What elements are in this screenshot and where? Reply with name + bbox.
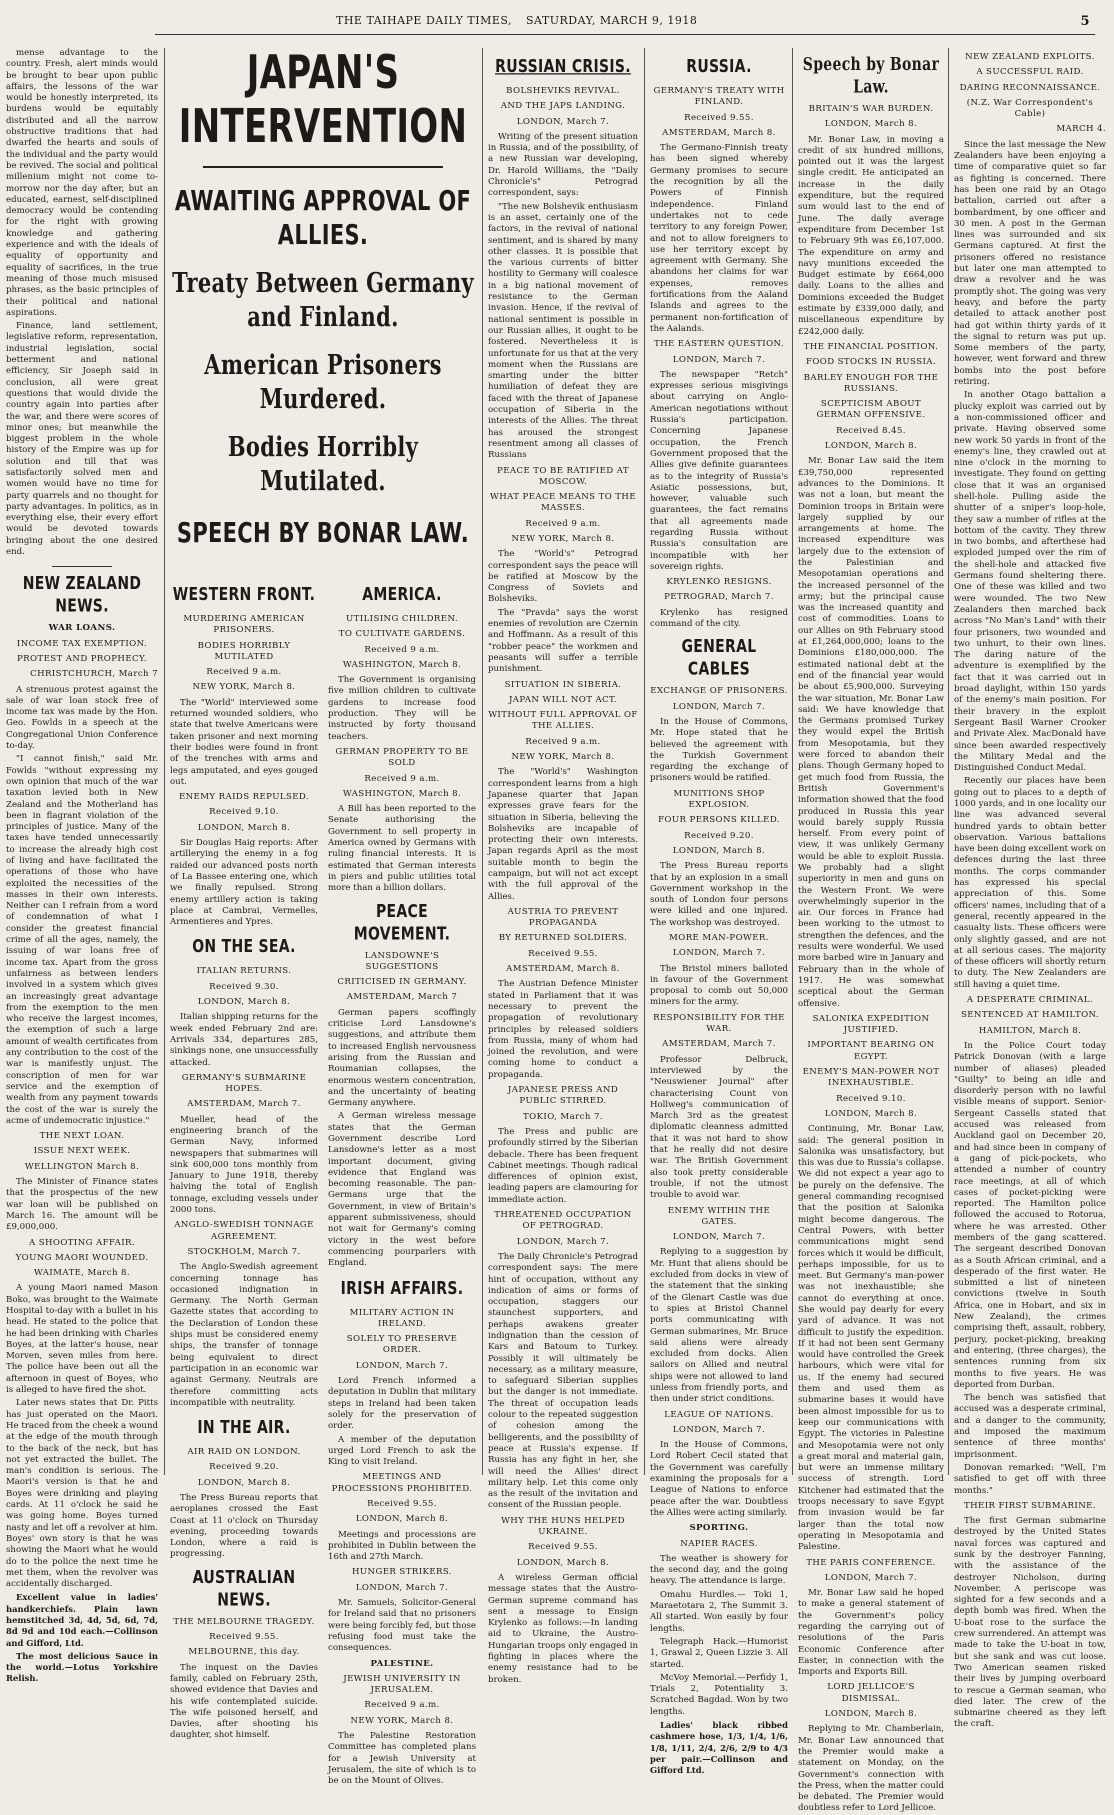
article-text: The Press Bureau reports that by an explosion in a small Government workshop in the south of London four persons were killed and one injured. The workshop was destroyed. bbox=[650, 861, 788, 928]
subheadline: AND THE JAPS LANDING. bbox=[500, 101, 626, 112]
column-rule bbox=[792, 48, 793, 1475]
article-text: The inquest on the Davies family, cabled on February 25th, showed evidence that Davies and his wife contemplated suicide. The wife poisoned herself, and Davies, after shooting his daughter, shot himself. bbox=[170, 1662, 318, 1741]
dateline: AMSTERDAM, March 8. bbox=[506, 964, 620, 975]
subheadline: BODIES HORRIBLY MUTILATED bbox=[197, 640, 291, 662]
dateline: LONDON, March 7. bbox=[355, 1582, 449, 1593]
article-text: Telegraph Hack.—Humorist 1, Grawal 2, Queen Lizzie 3. All started. bbox=[650, 1636, 788, 1670]
article-text: The "World's" Petrograd correspondent says the peace will be ratified at Moscow by the Congress of Soviets and Bolsheviks. bbox=[488, 549, 638, 605]
section-heading: AUSTRALIAN NEWS. bbox=[192, 1567, 296, 1611]
received: Received 8.45. bbox=[836, 425, 906, 436]
subheadline: ITALIAN RETURNS. bbox=[196, 966, 292, 977]
article-text: The Minister of Finance states that the prospectus of the new war loan will be published on March 16. The amount will be £9,000,000. bbox=[6, 1177, 158, 1233]
dateline: AMSTERDAM, March 7. bbox=[662, 1039, 776, 1050]
dateline: TOKIO, March 7. bbox=[523, 1111, 603, 1122]
received: Received 9.20. bbox=[684, 830, 754, 841]
dateline: CHRISTCHURCH, March 7 bbox=[30, 669, 158, 680]
subheadline: FOUR PERSONS KILLED. bbox=[658, 815, 780, 826]
received: Received 9.20. bbox=[209, 1462, 279, 1473]
article-text: The "World's" Washington correspondent learns from a high Japanese quarter that Japan expresses grave fears for the situation in Siberia, believing the Bolsheviks are incapable of protecting their own interests. Japan regards April as the most suitable month to begin the campaign, but will not act except with the full approval of the Allies. bbox=[488, 767, 638, 902]
subheadline: SOLELY TO PRESERVE ORDER. bbox=[346, 1334, 458, 1356]
dateline: PETROGRAD, March 7. bbox=[664, 592, 774, 603]
subheadline: WITHOUT FULL APPROVAL OF THE ALLIES. bbox=[488, 710, 638, 732]
subheadline: MEETINGS AND PROCESSIONS PROHIBITED. bbox=[331, 1472, 473, 1494]
article-text: In the Police Court today Patrick Donovan (with a large number of aliases) pleaded "Guilty" to being an idle and disorderly person with no lawful visible means of support. Senior-Sergeant Cassells stated that accused was released from Auckland gaol on December 20, and had since been in company of a gang of pick-pockets, who attended a number of country race meetings, at all of which cases of pocket-picking were reported. The Hamilton police followed the accused to Rotorua, where he was arrested. Other members of the gang scattered. The sergeant described Donovan as a South African criminal, and a desperado of the first water. He submitted a list of nineteen convictions (twelve in South Africa, one in Hobart, and six in New Zealand), the crimes comprising theft, assault, robbery, perjury, pocket-picking, breaking and entering, (three charges), the sentences running from six months to five years. He was deported from Durban. bbox=[954, 1040, 1106, 1390]
received: Received 9 a.m. bbox=[525, 736, 601, 747]
subheadline: THE MELBOURNE TRAGEDY. bbox=[173, 1616, 315, 1627]
received: Received 9 a.m. bbox=[206, 667, 282, 678]
column-rule bbox=[948, 48, 949, 1475]
subcolumn bbox=[328, 576, 476, 1790]
received: Received 9.55. bbox=[528, 948, 598, 959]
newspaper-title: THE TAIHAPE DAILY TIMES, bbox=[336, 14, 513, 27]
subheadline: WHY THE HUNS HELPED UKRAINE. bbox=[501, 1515, 625, 1538]
section-heading: IRISH AFFAIRS. bbox=[340, 1278, 464, 1299]
headline: Treaty Between Germany and Finland. bbox=[172, 266, 474, 333]
dateline: LONDON, March 8. bbox=[824, 1108, 918, 1119]
dateline: WASHINGTON, March 8. bbox=[342, 788, 462, 799]
dateline: NEW YORK, March 8. bbox=[192, 682, 296, 693]
dateline: LONDON, March 7. bbox=[824, 1572, 918, 1583]
article-text: Professor Delbruck, interviewed by the "Neuswiener Journal" after characterising Count von Hollweg's communication of March 3rd as the greatest diplomatic cleanness admitted that it was not hard to show that he really did not desire war. The British Government also took pretty considerable trouble, if not the utmost trouble to avoid war. bbox=[650, 1054, 788, 1201]
column-rule bbox=[644, 48, 645, 1475]
article-text: The first German submarine destroyed by the United States naval forces was captured and sunk by the destroyer Fanning, with the assistance of the destroyer Nicholson, during November. A periscope was sighted for a few seconds and a depth bomb was fired. When the U-boat rose to the surface the crew surrendered. An attempt was made to take the U-boat in tow, but she sank and was cut loose. Two American seamen risked their lives by jumping overboard to rescue a German seaman, who died later. The crew of the submarine cheered as they left the craft. bbox=[954, 1516, 1106, 1730]
headline: A DESPERATE CRIMINAL. bbox=[966, 995, 1094, 1006]
subheadline: MORE MAN-POWER. bbox=[669, 933, 769, 943]
column-7 bbox=[954, 48, 1106, 1730]
dateline: NEW YORK, March 8. bbox=[511, 533, 615, 544]
headline: SPEECH BY BONAR LAW. bbox=[176, 517, 470, 549]
section-heading: RUSSIAN CRISIS. bbox=[495, 57, 631, 77]
subheadline: INCOME TAX EXEMPTION. bbox=[16, 638, 148, 649]
dateline: NEW YORK, March 8. bbox=[511, 752, 615, 763]
advertisement: The most delicious Sauce in the world.—Lotus Yorkshire Relish. bbox=[6, 1650, 158, 1684]
article-text: Recently our places have been going out to places to a depth of 1000 yards, and in one locality our line was advanced several hundred yards to obtain better observation. Various battalions have been doing excellent work on defences during the last three months. The corps commander has expressed his special appreciation of this. Some officers' names, including that of a general, recently appeared in the casualty lists. These officers were only slightly gassed, and are not at all serious cases. The majority of these officers will shortly return to duty. The New Zealanders are still having a quiet time. bbox=[954, 776, 1106, 990]
received: Received 9.10. bbox=[836, 1093, 906, 1104]
dateline: AMSTERDAM, March 8. bbox=[662, 127, 776, 138]
section-heading: RUSSIA. bbox=[686, 57, 752, 77]
subheadline: ANGLO-SWEDISH TONNAGE AGREEMENT. bbox=[174, 1220, 314, 1242]
page-number: 5 bbox=[1080, 14, 1090, 29]
article-text: mense advantage to the country. Fresh, alert minds would be brought to bear upon public affairs, the lessons of the war would be honestly interpreted, its burdens would be equitably distributed and all the narrow obstructive traditions that had dwarfed the hearts and souls of the individual and the party would be revived. The social and political millenium might not come to-morrow nor the day after, but an educated, earnest, self-disciplined democracy would be contending for the right with growing knowledge and gathering experience and with the ideals of equality of opportunity and equality of sacrifices, in the true meaning of those much misused phrases, as the basic principles of their political and national aspirations. bbox=[6, 48, 158, 318]
dateline: LONDON, March 8. bbox=[824, 1709, 918, 1720]
article-text: A German wireless message states that the German Government describe Lord Lansdowne's letter as a most important document, giving evidence that England was becoming reasonable. The pan-Germans urge that the Government, in view of Britain's apparent submissiveness, should not wait for Germany's coming victory in the west before commencing pourparlers with England. bbox=[328, 1111, 476, 1269]
subheadline: LANSDOWNE'S SUGGESTIONS bbox=[364, 950, 440, 972]
column-4 bbox=[488, 48, 638, 1685]
subheadline: HUNGER STRIKERS. bbox=[352, 1567, 452, 1578]
article-text: In the House of Commons, Mr. Hope stated that he believed the agreement with the Turkish Government regarding the exchange of prisoners would be ratified. bbox=[650, 716, 788, 784]
section-heading: WESTERN FRONT. bbox=[172, 585, 316, 605]
dateline: LONDON, March 8. bbox=[672, 845, 766, 856]
article-text: Mr. Bonar Law said the item £39,750,000 represented advances to the Dominions. It was not a loan, but meant the Dominion troops in Britain were largely supplied by our arrangements at home. The increased expenditure was largely due to the extension of the Palestinian and Mesopotamian operations and the increased personnel of the army; but the principal cause was the increased quantity and cost of commodities. Loans to our Allies on 9th February stood at £1,264,000,000; loans to the Dominions £180,000,000. The estimated national debt at the end of the financial year would be about £5,900,000. Surveying the war situation, Mr. Bonar Law said: We have knowledge that the Germans promised Turkey they would expel the British from Mesopotamia, but they were forced to abandon their plans. Though Germany hoped to get much food from Russia, the British Government's information showed that the food produced in Russia this year would barely supply Russia herself. From every point of view, it was unlikely Germany would be able to exploit Russia. We probably had a slight superiority in men and guns on the Western Front. We were overwhelmingly superior in the air. Our forces in France had been working to the utmost to strengthen the defences, and the results were wonderful. We used more barbed wire in January and February than in the whole of 1917. He was somewhat sceptical about the German offensive. bbox=[798, 456, 944, 1009]
subheadline: SCEPTICISM ABOUT GERMAN OFFENSIVE. bbox=[816, 399, 926, 421]
subheadline: EXCHANGE OF PRISONERS. bbox=[650, 686, 788, 697]
dateline: LONDON, March 7. bbox=[516, 1236, 610, 1247]
column-rule bbox=[482, 48, 483, 1475]
received: Received 9 a.m. bbox=[364, 773, 440, 784]
dateline: LONDON, March 8. bbox=[516, 1557, 610, 1568]
subheadline: BRITAIN'S WAR BURDEN. bbox=[808, 104, 934, 114]
received: Received 9.55. bbox=[684, 112, 754, 123]
article-text: Sir Douglas Haig reports: After artillerying the enemy in a fog raided our advanced posts north of La Bassee entering one, which we finally repulsed. Strong enemy artillery action is taking place at Cambrai, Vermelles, Armentieres and Ypres. bbox=[170, 838, 318, 928]
dateline: MARCH 4. bbox=[1056, 124, 1106, 135]
subheadline: PEACE TO BE RATIFIED AT MOSCOW. bbox=[497, 465, 629, 487]
headline: American Prisoners Murdered. bbox=[204, 348, 442, 415]
article-text: The "World" interviewed some returned wounded soldiers, who state that twelve Americans were taken prisoner and next morning their bodies were found in front of the trenches with arms and legs amputated, and eyes gouged out. bbox=[170, 697, 318, 787]
article-text: A Bill has been reported to the Senate authorising the Government to sell property in America owned by Germans with ruling financial interests. It is estimated that German interests in piers and public utilities total more than a billion dollars. bbox=[328, 804, 476, 894]
subheadline: LORD JELLICOE'S DISMISSAL. bbox=[827, 1682, 915, 1704]
column-1 bbox=[6, 48, 158, 1684]
received: Received 9.30. bbox=[209, 981, 279, 992]
subheadline: AIR RAID ON LONDON. bbox=[187, 1447, 301, 1458]
section-heading: AMERICA. bbox=[362, 585, 442, 605]
subheadline: PROTEST AND PROPHECY. bbox=[16, 653, 148, 664]
section-heading: IN THE AIR. bbox=[197, 1418, 291, 1439]
headline: A SHOOTING AFFAIR. bbox=[28, 1237, 136, 1248]
subheadline: GERMAN PROPERTY TO BE SOLD bbox=[335, 746, 469, 769]
article-text: A member of the deputation urged Lord French to ask the King to visit Ireland. bbox=[328, 1434, 476, 1468]
article-text: The bench was satisfied that accused was a desperate criminal, and a danger to the community, and imposed the maximum sentence of three months' imprisonment. bbox=[954, 1393, 1106, 1460]
dateline: WELLINGTON March 8. bbox=[24, 1161, 140, 1172]
main-headline: JAPAN'S INTERVENTION bbox=[178, 46, 468, 154]
subheadline: FOOD STOCKS IN RUSSIA. bbox=[805, 357, 937, 368]
article-text: Lord French informed a deputation in Dublin that military steps in Ireland had been taken solely for the preservation of order. bbox=[328, 1376, 476, 1432]
received: Received 9.55. bbox=[528, 1542, 598, 1553]
column-6 bbox=[798, 48, 944, 1814]
dateline: LONDON, March 8. bbox=[197, 1477, 291, 1488]
masthead bbox=[160, 14, 1100, 34]
received: Received 9 a.m. bbox=[364, 1700, 440, 1711]
subheadline: DARING RECONNAISSANCE. bbox=[959, 82, 1101, 93]
subheadline: SALONIKA EXPEDITION JUSTIFIED. bbox=[812, 1013, 930, 1036]
section-heading: Speech by Bonar Law. bbox=[802, 54, 940, 98]
received: Received 9 a.m. bbox=[364, 644, 440, 655]
headline: THEIR FIRST SUBMARINE. bbox=[964, 1500, 1096, 1511]
dateline: LONDON, March 7. bbox=[516, 116, 610, 127]
advertisement: Excellent value in ladies' handkerchiefs. Plain lawn hemstitched 3d, 4d, 5d, 6d, 7d, 8d 9d and 10d each.—Collinson and Gifford, Ltd. bbox=[6, 1592, 158, 1648]
subheadline: RESPONSIBILITY FOR THE WAR. bbox=[653, 1012, 785, 1035]
article-text: The Anglo-Swedish agreement concerning tonnage has occasioned indignation in Germany. The North German Gazette states that according to the Declaration of London these ships must be considered enemy ships, the transfer of tonnage being equivalent to direct participation in an economic war against Germany. Neutrals are therefore committing acts incompatible with neutrality. bbox=[170, 1262, 318, 1408]
article-text: McVoy Memorial.—Perfidy 1, Trials 2, Potentiality 3. Scratched Bagdad. Won by two lengths. bbox=[650, 1672, 788, 1717]
subheadline: BOLSHEVIKS REVIVAL. bbox=[506, 86, 620, 96]
article-text: The newspaper "Retch" expresses serious misgivings about carrying on Anglo-American negotiations without Russia's participation. Concerning Japanese occupation, the French Government proposed that the Allies give definite guarantees as to the integrity of Russia's Asiatic possessions, but, however, valuable such guarantees, the fact remains that all agreements made regarding Russia without Russia's consultation are incompatible with her sovereign rights. bbox=[650, 369, 788, 572]
article-text: Since the last message the New Zealanders have been enjoying a time of comparative quiet so far as fighting is concerned. There has been one raid by an Otago battalion, carried out after a bombardment, by one officer and 30 men. A post in the German lines was surrounded and six Germans captured. At first the prisoners offered no resistance but later one man attempted to draw a revolver and he was promptly shot. The going was very heavy, and before the party detailed to attack another post had got within thirty yards of it the signal to return was put up. Some members of the party, however, went forward and threw bombs into the post before retiring. bbox=[954, 139, 1106, 388]
received: Received 9 a.m. bbox=[525, 518, 601, 529]
subheadline: WHAT PEACE MEANS TO THE MASSES. bbox=[490, 492, 636, 514]
dateline: LONDON, March 7. bbox=[355, 1360, 449, 1371]
subheadline: TO CULTIVATE GARDENS. bbox=[338, 629, 466, 640]
subheadline: BARLEY ENOUGH FOR THE RUSSIANS. bbox=[803, 372, 939, 394]
section-heading: NEW ZEALAND EXPLOITS. bbox=[965, 52, 1095, 62]
dateline: LONDON, March 8. bbox=[355, 1514, 449, 1525]
article-text: A young Maori named Mason Boko, was brought to the Waimate Hospital to-day with a bullet in his head. He stated to the police that he had been drinking with Charles Boyes, at the latter's house, near Morven, seven miles from here. The police have been out all the afternoon in quest of Boyes, who is alleged to have fired the shot. bbox=[6, 1283, 158, 1396]
article-text: Omahu Hurdles.— Toki 1, Maraetotara 2, The Summit 3. All started. Won easily by four lengths. bbox=[650, 1589, 788, 1634]
subheadline: THE FINANCIAL POSITION. bbox=[803, 341, 939, 352]
article-text: The Bristol miners balloted in favour of the Government proposal to comb out 50,000 miners for the army. bbox=[650, 963, 788, 1008]
article-text: Finance, land settlement, legislative reform, representation, industrial legislation, social betterment and national efficiency, Sir Joseph said in conclusion, all were great questions that would divide the country again into parties after the war, and there were scores of minor ones; but meanwhile the biggest problem in the whole history of the Empire was up for solution and till that was satisfactorily solved men and women would have no time for party quarrels and no thought for party advantages. In politics, as in everything else, their every effort would be devoted towards bringing about the one desired end. bbox=[6, 321, 158, 558]
column-2 bbox=[170, 46, 476, 1787]
divider bbox=[52, 566, 112, 567]
dateline: LONDON, March 7. bbox=[672, 1424, 766, 1435]
subheadline: JAPAN WILL NOT ACT. bbox=[508, 694, 618, 705]
subheadline: ISSUE NEXT WEEK. bbox=[33, 1146, 131, 1157]
article-text: A strenuous protest against the sale of war loan stock free of income tax was made by the Hon. Geo. Fowlds in a speech at the Congregational Union Conference to-day. bbox=[6, 684, 158, 752]
section-heading: ON THE SEA. bbox=[192, 937, 296, 958]
dateline: LONDON, March 7. bbox=[672, 354, 766, 365]
received: Received 9.10. bbox=[209, 807, 279, 818]
article-text: The Government is organising five million children to cultivate gardens to increase food production. They will be instructed by forty thousand teachers. bbox=[328, 675, 476, 742]
subheadline: MILITARY ACTION IN IRELAND. bbox=[349, 1307, 455, 1329]
dateline: LONDON, March 7. bbox=[672, 701, 766, 712]
article-text: In another Otago battalion a plucky exploit was carried out by a non-commissioned officer and private. Having observed some new work 50 yards in front of the enemy's line, they crawled out at nine o'clock in the morning to investigate. They found on getting close that it was an organised shell-hole. Pulling aside the shutter of a sniper's loop-hole, they saw a number of rifles at the bottom of the cavity. They threw in two bombs, and afterthese had exploded jumped over the rim of the shell-hole and attacked five Germans found sheltering there. One of these was killed and two were wounded. The two New Zealanders then marched back across "No Man's Land" with their four prisoners, two wounded and two unhurt, to their own lines. The daring nature of the adventure is exemplified by the fact that it was carried out in broad daylight, within 150 yards of the enemy's main position. For their bravery in the exploit Sergeant Basil Warner Crooker and Private Alex. MacDonald have since been awarded respectively the Military Medal and the Distinguished Conduct Medal. bbox=[954, 390, 1106, 774]
section-heading: GENERAL CABLES bbox=[681, 637, 757, 680]
column-5 bbox=[650, 48, 788, 1776]
subheadline: CRITICISED IN GERMANY. bbox=[337, 977, 467, 988]
section-heading: NEW ZEALAND NEWS. bbox=[22, 574, 142, 617]
issue-date: SATURDAY, MARCH 9, 1918 bbox=[526, 14, 698, 27]
headline: AWAITING APPROVAL OF ALLIES. bbox=[174, 185, 472, 251]
article-text: Meetings and processions are prohibited in Dublin between the 16th and 27th March. bbox=[328, 1529, 476, 1563]
dateline: LONDON, March 8. bbox=[824, 441, 918, 452]
dateline: LONDON, March 8. bbox=[197, 822, 291, 833]
subheadline: NAPIER RACES. bbox=[680, 1538, 758, 1549]
received: Received 9.55. bbox=[209, 1632, 279, 1643]
article-text: Mueller, head of the engineering branch of the German Navy, informed newspapers that submarines will sink 600,000 tons monthly from January to June 1918, thereby halving the total of English tonnage, excluding vessels under 2000 tons. bbox=[170, 1114, 318, 1216]
dateline: AMSTERDAM, March 7 bbox=[346, 992, 458, 1003]
dateline: LONDON, March 7. bbox=[672, 1232, 766, 1243]
article-text: The Daily Chronicle's Petrograd correspondent says: The mere hint of occupation, without any indication of aims or forms of occupation, staggers our staunchest supporters, and perhaps awakens greater indignation than the cession of Kars and Batoum to Turkey. Possibly it will ultimately be necessary, as a military measure, to safeguard Siberian supplies but the danger is not immediate. The threat of occupation leads colour to the repeated suggestion of cohesion among the belligerents, and the possibility of peace at Russia's expense. If Russia has any fight in her, she will need the Allies' direct military help. Let this come only as the result of the invitation and consent of the Russian people. bbox=[488, 1251, 638, 1511]
article-text: In the House of Commons, Lord Robert Cecil stated that the Government was carefully examining the proposals for a League of Nations to enforce peace after the war. Doubtless the Allies were acting similarly. bbox=[650, 1440, 788, 1518]
article-text: The Press and public are profoundly stirred by the Siberian debacle. There has been frequent Cabinet meetings. Though radical differences of opinion exist, leading papers are clamouring for immediate action. bbox=[488, 1126, 638, 1205]
dateline: WASHINGTON, March 8. bbox=[342, 659, 462, 670]
subheadline: ENEMY WITHIN THE GATES. bbox=[667, 1205, 771, 1227]
subheadline: MUNITIONS SHOP EXPLOSION. bbox=[673, 788, 765, 811]
article-text: Replying to a suggestion by Mr. Hunt that aliens should be excluded from docks in view of the statement that the sinking of the Glenart Castle was due to spies at Bristol Channel ports communicating with German submarines, Mr. Bruce said aliens were already excluded from docks. Alien sailors on Allied and neutral ships were not allowed to land unless from friendly ports, and then under strict conditions. bbox=[650, 1247, 788, 1405]
subheadline: UTILISING CHILDREN. bbox=[346, 614, 458, 624]
subheadline: JEWISH UNIVERSITY IN JERUSALEM. bbox=[343, 1673, 461, 1696]
column-rule bbox=[164, 48, 165, 1475]
article-text: Replying to Mr. Chamberlain, Mr. Bonar Law announced that the Premier would make a statement on Monday, on the Government's connection with the Press, when the matter could be debated. The Premier would doubtless refer to Lord Jellicoe. bbox=[798, 1724, 944, 1814]
subheadline: THREATENED OCCUPATION OF PETROGRAD. bbox=[494, 1210, 632, 1232]
subheadline: KRYLENKO RESIGNS. bbox=[666, 577, 772, 588]
dateline: NEW YORK, March 8. bbox=[350, 1715, 454, 1726]
article-text: The weather is showery for the second day, and the going heavy. The attendance is large. bbox=[650, 1553, 788, 1587]
dateline: AMSTERDAM, March 7. bbox=[187, 1099, 301, 1110]
subheadline: ENEMY RAIDS REPULSED. bbox=[178, 792, 310, 803]
section-heading: SPORTING. bbox=[689, 1523, 749, 1534]
article-text: Mr. Bonar Law, in moving a credit of six hundred millions, pointed out it was the largest single credit. He anticipated an increase in the daily expenditure, but the required sum would last to the end of June. The daily average expenditure from December 1st to February 9th was £6,107,000. The expenditure on army and navy munitions exceeded the Budget estimate by £664,000 daily. Loans to the allies and Dominions exceeded the Budget estimate by £339,000 daily, and miscellaneous expenditure by £242,000 daily. bbox=[798, 134, 944, 337]
article-text: The Palestine Restoration Committee has completed plans for a Jewish University at Jerusalem, the site of which is to be on the Mount of Olives. bbox=[328, 1731, 476, 1787]
article-text: Krylenko has resigned command of the city. bbox=[650, 607, 788, 630]
divider bbox=[203, 166, 443, 168]
dateline: LONDON, March 8. bbox=[824, 119, 918, 130]
article-text: "The new Bolshevik enthusiasm is an asset, certainly one of the factors, in the revival of national sentiment, and is shared by many other classes. It is possible that the various currents of bitter hostility to Germany will coalesce in a big national movement of resistance to the German invasion. Hence, if the revival of national sentiment is possible in our Russian allies, it ought to be fostered. Nevertheless it is unfortunate for us that at the very moment when the Russians are smarting under the bitter humiliation of defeat they are faced with the threat of Japanese occupation of Siberia in the interests of the Allies. The threat has aroused the strongest resentment among all classes of Russians bbox=[488, 201, 638, 461]
advertisement: Ladies' black ribbed cashmere hose, 1/3, 1/4, 1/6, 1/8, 1/11, 2/4, 2/6, 2/9 to 4/3 per pair.—Collinson and Gifford Ltd. bbox=[650, 1720, 788, 1776]
subheadline: YOUNG MAORI WOUNDED. bbox=[15, 1252, 149, 1263]
source: (N.Z. War Correspondent's Cable) bbox=[966, 97, 1094, 120]
dateline: STOCKHOLM, March 7. bbox=[187, 1246, 301, 1257]
dateline: LONDON, March 8. bbox=[197, 997, 291, 1008]
section-heading: PEACE MOVEMENT. bbox=[353, 901, 451, 944]
subcolumn bbox=[170, 576, 318, 1790]
dateline: MELBOURNE, this day. bbox=[188, 1647, 300, 1658]
article-text: A wireless German official message states that the Austro-German supreme command has sent a message to Ensign Krylenko as follows:—In landing aid to Ukraine, the Austro-Hungarian troops only engaged in fighting in places where the enemy resistance had to be broken. bbox=[488, 1572, 638, 1685]
subheadline: AUSTRIA TO PREVENT PROPAGANDA bbox=[507, 906, 619, 929]
headline: THE NEXT LOAN. bbox=[39, 1131, 125, 1142]
subheadline: ENEMY'S MAN-POWER NOT INEXHAUSTIBLE. bbox=[802, 1067, 940, 1089]
subheadline: THE EASTERN QUESTION. bbox=[653, 339, 785, 350]
dateline: HAMILTON, March 8. bbox=[978, 1025, 1082, 1036]
subheadline: MURDERING AMERICAN PRISONERS. bbox=[183, 614, 305, 636]
article-text: Mr. Samuels, Solicitor-General for Ireland said that no prisoners were being forcibly fed, but those refusing food must take the consequences. bbox=[328, 1598, 476, 1654]
subheadline: LEAGUE OF NATIONS. bbox=[664, 1409, 774, 1420]
received: Received 9.55. bbox=[367, 1499, 437, 1509]
section-heading: PALESTINE. bbox=[370, 1658, 434, 1669]
article-text: The "Pravda" says the worst enemies of revolution are Czernin and Hoffmann. As a result of this "robber peace" the workmen and peasants will suffer a terrible punishment. bbox=[488, 607, 638, 675]
article-text: Italian shipping returns for the week ended February 2nd are: Arrivals 334, departures 285, sinkings none, one unsuccessfully attacked. bbox=[170, 1012, 318, 1068]
subheadline: THE PARIS CONFERENCE. bbox=[806, 1557, 936, 1568]
article-text: The Austrian Defence Minister stated in Parliament that it was necessary to prevent the propagation of revolutionary principles by released soldiers from Russia, many of whom had joined the revolution, and were coming home to conduct a propaganda. bbox=[488, 979, 638, 1080]
article-text: German papers scoffingly criticise Lord Lansdowne's suggestions, and attribute them to increased English nervousness arising from the Russian and Roumanian collapses, the enormous western concentration, and the uncertainty of beating Germany anywhere. bbox=[328, 1007, 476, 1109]
subheadline: BY RETURNED SOLDIERS. bbox=[498, 933, 628, 944]
subheadline: SITUATION IN SIBERIA. bbox=[504, 679, 622, 690]
article-text: Mr. Bonar Law said he hoped to make a general statement of the Government's policy regarding the carrying out of resolutions of the Paris Economic Conference after Easter, in connection with the Imports and Exports Bill. bbox=[798, 1588, 944, 1678]
article-text: Continuing, Mr. Bonar Law, said: The general position in Salonika was unsatisfactory, but this was due to Russia's collapse. We did not expect a year ago to be purely on the defensive. The general commanding recognised that the position at Salonika might become dangerous. The Central Powers, with better communications might send forces which it would be difficult, perhaps impossible, for us to meet. But Germany's man-power was not inexhaustible; she cannot do everything at once. She would pay dearly for every yard of advance. It was not difficult to justify the expedition. If it had not been sent Germany would have controlled the Greek harbours, which were vital for us. If the enemy had secured them and used them as submarine bases it would have been almost impossible for us to keep our communications with Egypt. The victories in Palestine and Mesopotamia were not only a great moral and material gain, but were an immense military success of strength. Lord Kitchener had estimated that the troops necessary to save Egypt from invasion would be far larger than the total now operating in Mesopotamia and Palestine. bbox=[798, 1124, 944, 1553]
subheadline: JAPANESE PRESS AND PUBLIC STIRRED. bbox=[507, 1085, 619, 1107]
article-text: Writing of the present situation in Russia, and of the possibility, of a new Russian war developing, Dr. Harold Williams, the "Daily Chronicle's" Petrograd correspondent, says: bbox=[488, 131, 638, 199]
article-text: "I cannot finish," said Mr. Fowlds "without expressing my own opinion that much of the war taxation levied both in New Zealand and the Motherland has been in flagrant violation of the principles of justice. Many of the taxes have tended unnecessarily to increase the already high cost of living and have facilitated the operations of those who have exploited the necessities of the masses in their own interests. Neither can I refrain from a word of condemnation of what I consider the greatest financial crime of all the ages, namely, the issuing of war loans free of income tax. Apart from the gross unfairness as between lenders involved in a system which gives an increasingly great advantage from the exemption to the men who receive the largest incomes, the exemption of such a large amount of wealth certificates from any contribution to the cost of the war is manifestly unjust. The conscription of men for war service and the exemption of wealth from any payment towards the cost of the war is surely the acme of undemocratic injustice." bbox=[6, 754, 158, 1126]
subheadline: A SUCCESSFUL RAID. bbox=[976, 67, 1084, 78]
subheadline: IMPORTANT BEARING ON EGYPT. bbox=[807, 1040, 935, 1062]
headline: WAR LOANS. bbox=[48, 623, 116, 634]
masthead-rule bbox=[155, 34, 1095, 35]
article-text: The Germano-Finnish treaty has been signed whereby Germany promises to secure the recognition by all the Powers of Finnish independence. Finland undertakes not to cede territory to any foreign Power, and not to allow foreigners to use her territory except by agreement with Germany. She abandons her claims for war expenses, removes fortifications from the Aaland Islands and agrees to the permanent non-fortification of the Aalands. bbox=[650, 143, 788, 334]
headline: Bodies Horribly Mutilated. bbox=[227, 430, 419, 497]
article-text: The Press Bureau reports that aeroplanes crossed the East Coast at 11 o'clock on Thursday evening, proceeding towards London, where a raid is progressing. bbox=[170, 1493, 318, 1560]
subheadline: GERMANY'S TREATY WITH FINLAND. bbox=[653, 86, 785, 108]
article-text: Donovan remarked: "Well, I'm satisfied to get off with three months." bbox=[954, 1462, 1106, 1496]
dateline: LONDON, March 7. bbox=[672, 948, 766, 959]
dateline: WAIMATE, March 8. bbox=[33, 1268, 131, 1279]
subheadline: GERMANY'S SUBMARINE HOPES. bbox=[181, 1072, 307, 1095]
article-text: Later news states that Dr. Pitts has just operated on the Maori. He traced from the cheek a wound at the edge of the mouth through to the back of the neck, but has not yet extracted the bullet. The man's condition is serious. The Maori's version is that he and Boyes were drinking and playing cards. At 11 o'clock he said he was going home. Boyes turned nasty and let off a revolver at him. Boyes' own story is that he was showing the Maori what he would do to the police the next time he met them, when the revolver was accidentally discharged. bbox=[6, 1398, 158, 1590]
subheadline: SENTENCED AT HAMILTON. bbox=[960, 1010, 1100, 1021]
